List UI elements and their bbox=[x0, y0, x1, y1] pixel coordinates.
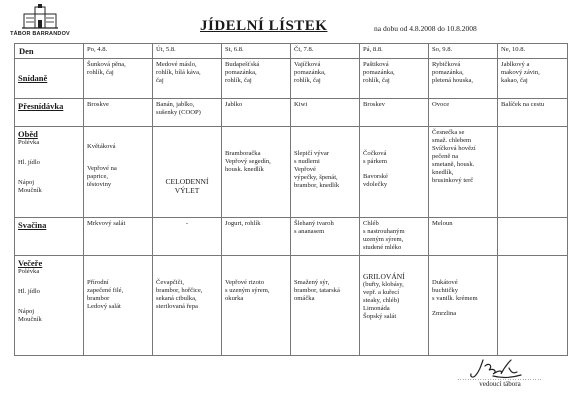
menu-item-line: Paštiková bbox=[363, 61, 389, 69]
menu-item-line: sekaná cibulka, bbox=[156, 295, 197, 302]
meal-name: Večeře bbox=[18, 258, 43, 269]
menu-item-line: uzeným sýrem, bbox=[363, 236, 404, 243]
menu-cell bbox=[498, 59, 568, 99]
menu-table bbox=[14, 43, 568, 356]
menu-cell bbox=[429, 59, 498, 99]
menu-item-line: Ledový salát bbox=[87, 302, 121, 310]
menu-item-line: Bavorské bbox=[363, 173, 388, 180]
header-cell-day: Po, 4.8. bbox=[84, 44, 153, 59]
menu-item-line bbox=[294, 258, 356, 265]
signature-label: vedoucí tábora bbox=[479, 380, 521, 388]
menu-item-line: rohlík, čaj bbox=[363, 77, 390, 84]
menu-item-line: rohlík, čaj bbox=[294, 77, 321, 84]
menu-item-line bbox=[156, 163, 218, 170]
menu-item-line bbox=[363, 258, 425, 265]
course-label: Moučník bbox=[18, 187, 42, 195]
menu-cell bbox=[84, 59, 153, 99]
menu-item-line: Jablko bbox=[225, 101, 243, 109]
meal-label-cell bbox=[15, 127, 84, 218]
menu-item-line: Vepřové na bbox=[87, 165, 117, 173]
menu-item-line: vepř. a kuřecí bbox=[363, 289, 400, 297]
menu-item-line: (buřty, klobásy, bbox=[363, 281, 404, 289]
menu-item-line: Broskve bbox=[87, 101, 109, 109]
menu-cell bbox=[498, 218, 568, 256]
meal-row-vecere bbox=[15, 256, 568, 356]
menu-item-line: brambor, knedlík bbox=[294, 181, 340, 189]
meal-name: Oběd bbox=[18, 129, 38, 140]
meal-label-cell bbox=[15, 99, 84, 127]
menu-item-line: rohlík, čaj bbox=[225, 77, 252, 84]
course-label: Polévka bbox=[18, 139, 40, 147]
menu-item-line bbox=[363, 129, 425, 136]
menu-item-line bbox=[156, 265, 218, 272]
menu-item-line bbox=[294, 129, 356, 136]
menu-cell bbox=[291, 99, 360, 127]
menu-item-line bbox=[501, 258, 564, 265]
menu-cell bbox=[291, 256, 360, 356]
menu-item-line: smetaně, housk. bbox=[432, 160, 475, 168]
menu-item-line: kakao, čaj bbox=[501, 77, 528, 84]
menu-item-line: pletená houska, bbox=[432, 77, 474, 84]
menu-cell bbox=[429, 127, 498, 218]
menu-cell bbox=[153, 218, 222, 256]
menu-item-line: s vanilk. krémem bbox=[432, 295, 478, 302]
menu-item-line: rohlík, bílá káva, bbox=[156, 69, 201, 77]
menu-item-line: Čočková bbox=[363, 150, 387, 158]
menu-item-line: Jablkový a bbox=[501, 61, 530, 69]
menu-item-line: s ananasem bbox=[294, 228, 325, 236]
menu-item-line: brusinkový terč bbox=[432, 176, 474, 184]
menu-item-line: Chléb bbox=[363, 220, 379, 228]
menu-item-line: brambor bbox=[87, 295, 110, 302]
menu-cell bbox=[222, 218, 291, 256]
menu-item-line: Dukátové bbox=[432, 279, 458, 287]
menu-item-line: Smažený sýr, bbox=[294, 279, 330, 287]
page-title: JÍDELNÍ LÍSTEK bbox=[200, 18, 328, 34]
meal-label-cell bbox=[15, 59, 84, 99]
menu-item-line: Kiwi bbox=[294, 101, 308, 109]
menu-item-line bbox=[432, 265, 494, 272]
menu-cell bbox=[153, 256, 222, 356]
menu-item-line bbox=[87, 151, 149, 158]
menu-item-line bbox=[87, 258, 149, 265]
menu-item-line: Budapešťská bbox=[225, 61, 260, 69]
menu-item-line: Vepřové rizoto bbox=[225, 279, 264, 287]
menu-item-line: zapečené filé, bbox=[87, 287, 124, 295]
menu-item-line: pomazánka, bbox=[363, 69, 395, 77]
menu-item-line bbox=[363, 166, 425, 173]
menu-item-line bbox=[225, 136, 287, 143]
menu-cell bbox=[429, 256, 498, 356]
menu-item-line bbox=[225, 143, 287, 150]
menu-item-line: Meloun bbox=[432, 220, 453, 228]
meal-label-cell bbox=[15, 256, 84, 356]
menu-item-line: s nudlemi bbox=[294, 158, 320, 166]
menu-cell bbox=[498, 256, 568, 356]
camp-logo bbox=[8, 4, 72, 40]
menu-item-line: okurka bbox=[225, 295, 244, 302]
menu-item-line: Vepřový segedín, bbox=[225, 158, 271, 166]
menu-item-line: GRILOVÁNÍ bbox=[363, 272, 405, 282]
menu-item-line bbox=[432, 258, 494, 265]
menu-item-line: s párkem bbox=[363, 158, 387, 166]
meal-row-obed bbox=[15, 127, 568, 218]
menu-cell bbox=[429, 218, 498, 256]
menu-item-line: Mrkvový salát bbox=[87, 220, 126, 228]
menu-cell bbox=[84, 256, 153, 356]
menu-cell bbox=[222, 99, 291, 127]
course-label: Polévka bbox=[18, 268, 40, 276]
menu-cell bbox=[222, 256, 291, 356]
menu-cell bbox=[84, 127, 153, 218]
menu-item-line: Svíčková hovězí bbox=[432, 145, 476, 152]
menu-item-line: Rybičková bbox=[432, 61, 461, 69]
menu-cell bbox=[360, 59, 429, 99]
meal-row-snidane bbox=[15, 59, 568, 99]
menu-item-line bbox=[432, 272, 494, 279]
menu-cell bbox=[360, 127, 429, 218]
menu-item-line: Česnečka se bbox=[432, 129, 465, 137]
menu-cell bbox=[153, 127, 222, 218]
meal-name: Snídaně bbox=[18, 73, 48, 84]
header-cell-day: Ne, 10.8. bbox=[498, 44, 568, 59]
menu-item-line: rohlík, čaj bbox=[87, 69, 114, 77]
menu-item-line: Čevapčiči, bbox=[156, 279, 185, 287]
header-row bbox=[15, 44, 568, 59]
course-label: Hl. jídlo bbox=[18, 288, 40, 296]
menu-item-line: Jogurt, rohlík bbox=[225, 220, 261, 228]
menu-cell bbox=[291, 218, 360, 256]
menu-item-line: vdolečky bbox=[363, 180, 388, 188]
menu-item-line: Květáková bbox=[87, 143, 116, 151]
menu-item-line: Balíček na cestu bbox=[501, 101, 545, 109]
menu-item-line bbox=[294, 265, 356, 272]
menu-item-line bbox=[501, 220, 564, 227]
menu-item-line: sterilovaná řepa bbox=[156, 302, 198, 310]
menu-cell bbox=[222, 59, 291, 99]
menu-cell bbox=[498, 127, 568, 218]
meal-name: Přesnídávka bbox=[18, 101, 64, 112]
header-cell-day: So, 9.8. bbox=[429, 44, 498, 59]
header-cell-den: Den bbox=[15, 44, 84, 59]
menu-item-line: Zmrzlina bbox=[432, 309, 457, 317]
menu-cell bbox=[84, 99, 153, 127]
menu-item-line: VÝLET bbox=[174, 186, 200, 196]
meal-label-cell bbox=[15, 218, 84, 256]
menu-item-line: výpečky, špenát, bbox=[294, 173, 338, 181]
menu-item-line: smaž. chlebem bbox=[432, 137, 472, 145]
menu-item-line: čaj bbox=[156, 77, 164, 84]
header-cell-day: Út, 5.8. bbox=[153, 44, 222, 59]
menu-item-line: Ovoce bbox=[432, 101, 450, 109]
menu-item-line: studené mléko bbox=[363, 243, 402, 251]
menu-item-line: Vepřové bbox=[294, 166, 316, 173]
menu-item-line: CELODENNÍ bbox=[165, 177, 209, 187]
header-cell-day: Čt, 7.8. bbox=[291, 44, 360, 59]
menu-item-line: Limonáda bbox=[363, 304, 390, 312]
meal-row-svacina bbox=[15, 218, 568, 256]
menu-item-line bbox=[87, 265, 149, 272]
course-label: Nápoj bbox=[18, 308, 35, 316]
menu-item-line bbox=[87, 158, 149, 165]
menu-item-line: Broskev bbox=[363, 101, 385, 109]
menu-cell bbox=[360, 99, 429, 127]
menu-item-line: Šlehaný tvaroh bbox=[294, 220, 334, 228]
menu-item-line bbox=[225, 129, 287, 136]
menu-item-line bbox=[294, 272, 356, 279]
menu-item-line bbox=[294, 143, 356, 150]
menu-item-line: paprice, bbox=[87, 173, 109, 180]
menu-cell bbox=[360, 218, 429, 256]
meal-name: Svačina bbox=[18, 220, 47, 231]
menu-item-line: pomazánka, bbox=[225, 69, 257, 77]
menu-cell bbox=[498, 99, 568, 127]
menu-item-line bbox=[225, 258, 287, 265]
menu-item-line: steaky, chléb) bbox=[363, 297, 400, 304]
menu-item-line: Šunková pěna, bbox=[87, 61, 126, 69]
menu-period: na dobu od 4.8.2008 do 10.8.2008 bbox=[374, 24, 477, 33]
menu-item-line bbox=[225, 272, 287, 279]
menu-item-line: s nastrouhaným bbox=[363, 228, 405, 236]
menu-item-line: brambor, hořčice, bbox=[156, 287, 203, 295]
menu-cell bbox=[291, 59, 360, 99]
course-label: Moučník bbox=[18, 316, 42, 324]
header-cell-day: St, 6.8. bbox=[222, 44, 291, 59]
menu-item-line bbox=[156, 149, 218, 156]
menu-item-line: Šopský salát bbox=[363, 312, 397, 320]
menu-cell bbox=[153, 59, 222, 99]
menu-item-line bbox=[156, 156, 218, 163]
menu-item-line bbox=[363, 136, 425, 143]
menu-cell bbox=[84, 218, 153, 256]
menu-item-line: omáčka bbox=[294, 295, 315, 302]
menu-item-line: Vajíčková bbox=[294, 61, 321, 69]
menu-cell bbox=[429, 99, 498, 127]
menu-item-line: - bbox=[185, 220, 189, 228]
castle-logo-icon bbox=[20, 4, 60, 30]
menu-item-line bbox=[501, 129, 564, 136]
signature-block: .................................. vedoucí tábora bbox=[450, 356, 550, 388]
menu-item-line: těstoviny bbox=[87, 180, 112, 188]
logo-text: TÁBOR BARRANDOV bbox=[10, 31, 70, 37]
menu-cell bbox=[153, 99, 222, 127]
menu-item-line: pomazánka, bbox=[432, 69, 464, 77]
menu-item-line bbox=[87, 129, 149, 136]
menu-item-line bbox=[156, 258, 218, 265]
menu-item-line: knedlík, bbox=[432, 168, 454, 176]
menu-cell bbox=[360, 256, 429, 356]
meal-row-presnidavka bbox=[15, 99, 568, 127]
menu-item-line: housk. knedlík bbox=[225, 166, 264, 173]
course-label: Nápoj bbox=[18, 179, 35, 187]
menu-item-line: Přírodní bbox=[87, 279, 109, 287]
course-label: Hl. jídlo bbox=[18, 159, 40, 167]
menu-item-line: Bramboračka bbox=[225, 150, 261, 158]
menu-item-line bbox=[225, 265, 287, 272]
menu-item-line: Medové máslo, bbox=[156, 61, 197, 69]
menu-item-line: brambor, tatarská bbox=[294, 287, 340, 295]
menu-item-line: pomazánka, bbox=[294, 69, 326, 77]
menu-item-line: s uzeným sýrem, bbox=[225, 287, 270, 295]
menu-item-line: Banán, jablko, bbox=[156, 101, 195, 109]
menu-item-line: buchtičky bbox=[432, 287, 459, 295]
menu-item-line: pečeně na bbox=[432, 152, 459, 160]
menu-item-line bbox=[432, 303, 494, 310]
menu-item-line bbox=[87, 136, 149, 143]
menu-cell bbox=[291, 127, 360, 218]
menu-item-line bbox=[87, 272, 149, 279]
menu-item-line: Slepičí vývar bbox=[294, 150, 329, 158]
header-cell-day: Pá, 8.8. bbox=[360, 44, 429, 59]
menu-cell bbox=[222, 127, 291, 218]
menu-item-line bbox=[294, 136, 356, 143]
menu-item-line: sušenky (COOP) bbox=[156, 109, 201, 117]
menu-item-line: makový závin, bbox=[501, 69, 540, 77]
